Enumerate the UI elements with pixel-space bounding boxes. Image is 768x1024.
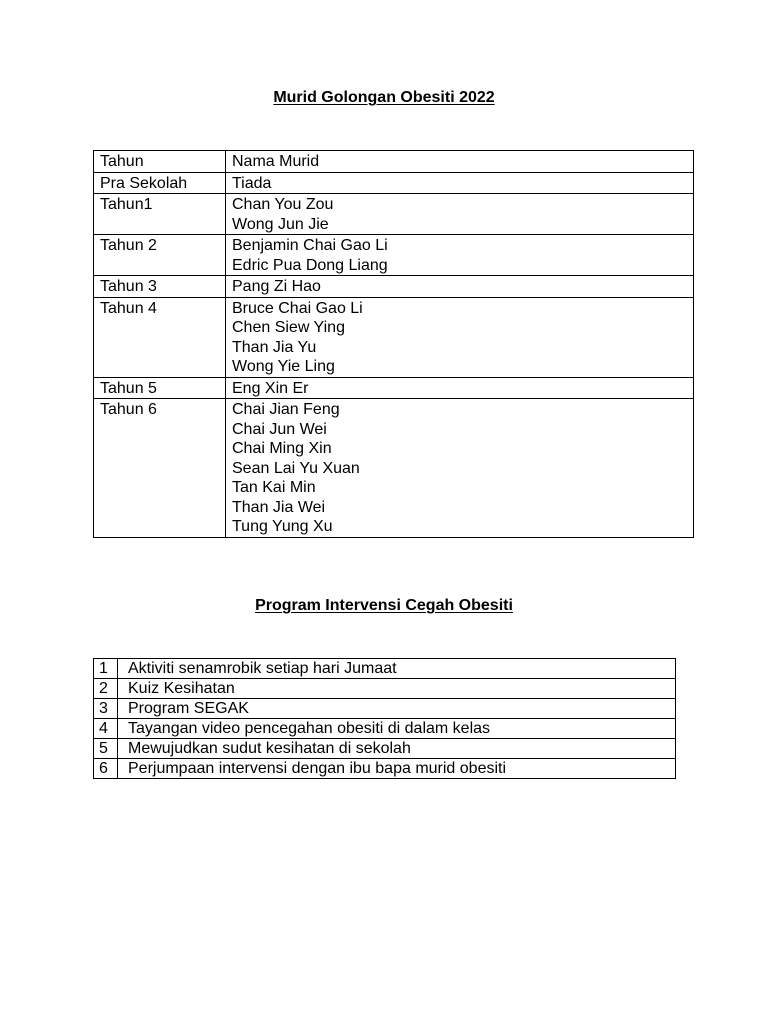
year-cell: Tahun1 (94, 194, 226, 235)
student-name: Bruce Chai Gao Li (232, 299, 363, 317)
list-item (94, 659, 676, 679)
names-cell (226, 276, 694, 298)
table-row (94, 172, 694, 194)
table-row (94, 377, 694, 399)
student-name: Pang Zi Hao (232, 278, 321, 295)
student-name: Chen Siew Ying (232, 319, 345, 336)
year-cell: Pra Sekolah (94, 172, 226, 194)
student-name: Tung Yung Xu (232, 518, 333, 535)
program-text: Aktiviti senamrobik setiap hari Jumaat (118, 659, 676, 679)
student-name: Edric Pua Dong Liang (232, 256, 388, 274)
programs-table (93, 658, 676, 779)
list-item (94, 739, 676, 759)
student-name: Tiada (232, 174, 272, 192)
table-header-row (94, 151, 694, 173)
program-number: 4 (94, 719, 118, 739)
program-text: Program SEGAK (118, 699, 676, 719)
student-name: Than Jia Wei (232, 498, 326, 516)
year-cell: Tahun 4 (94, 297, 226, 377)
student-name: Sean Lai Yu Xuan (232, 459, 360, 477)
names-cell (226, 297, 694, 377)
student-name: Chai Jian Feng (232, 401, 340, 418)
program-text: Mewujudkan sudut kesihatan di sekolah (118, 739, 676, 759)
names-cell (226, 399, 694, 538)
names-cell (226, 377, 694, 399)
students-table (93, 150, 694, 538)
student-name: Chai Jun Wei (232, 420, 327, 438)
student-name: Wong Yie Ling (232, 358, 335, 375)
table-row (94, 276, 694, 298)
names-cell (226, 194, 694, 235)
table-row (94, 194, 694, 235)
list-item (94, 699, 676, 719)
year-cell: Tahun 5 (94, 377, 226, 399)
program-number: 6 (94, 759, 118, 779)
header-year: Tahun (94, 151, 226, 173)
table-row (94, 297, 694, 377)
list-item (94, 679, 676, 699)
program-text: Perjumpaan intervensi dengan ibu bapa murid obesiti (118, 759, 676, 779)
student-name: Benjamin Chai Gao Li (232, 237, 388, 254)
student-name: Than Jia Yu (232, 338, 317, 356)
year-cell: Tahun 6 (94, 399, 226, 538)
program-number: 1 (94, 659, 118, 679)
student-name: Chai Ming Xin (232, 440, 332, 457)
year-cell: Tahun 3 (94, 276, 226, 298)
student-name: Eng Xin Er (232, 379, 309, 397)
year-cell: Tahun 2 (94, 235, 226, 276)
student-name: Wong Jun Jie (232, 215, 329, 233)
names-cell (226, 172, 694, 194)
student-name: Chan You Zou (232, 196, 334, 213)
program-number: 2 (94, 679, 118, 699)
program-text: Kuiz Kesihatan (118, 679, 676, 699)
names-cell (226, 235, 694, 276)
student-name: Tan Kai Min (232, 479, 316, 496)
page-title: Murid Golongan Obesiti 2022 (273, 89, 495, 106)
table-row (94, 235, 694, 276)
list-item (94, 759, 676, 779)
table-row (94, 399, 694, 538)
program-number: 5 (94, 739, 118, 759)
header-name: Nama Murid (226, 151, 694, 173)
program-number: 3 (94, 699, 118, 719)
program-title: Program Intervensi Cegah Obesiti (255, 597, 513, 614)
list-item (94, 719, 676, 739)
program-text: Tayangan video pencegahan obesiti di dalam kelas (118, 719, 676, 739)
